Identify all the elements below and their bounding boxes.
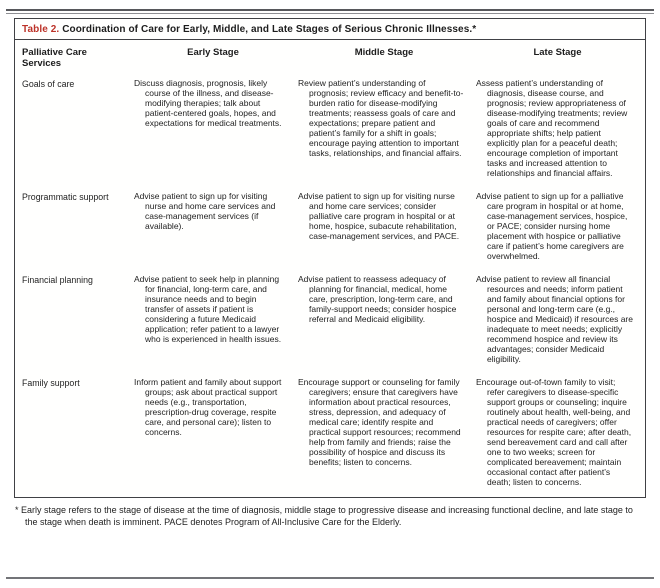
row-label: Goals of care	[22, 79, 75, 89]
cell-late-stage: Encourage out-of-town family to visit; refer caregivers to disease-specific support groups or counseling; inquire routinely about health, well-being, and practical needs of caregivers; offer resources for respite care; after death, send bereavement card and call after one to two weeks; screen for complicated bereavement; maintain occasional contact after patient’s death; listen to concerns.	[476, 377, 632, 487]
cell-middle-stage: Advise patient to reassess adequacy of planning for financial, medical, home care, prescription, long-term care, and family-support needs; consider hospice referral and Medicaid eligibility.	[298, 274, 457, 324]
row-label: Programmatic support	[22, 192, 109, 202]
cell-middle-stage: Review patient’s understanding of prognosis; review efficacy and benefit-to-burden ratio for disease-modifying treatments; reassess goals of care and expectations; prepare patient and patient’s family for a shift in goals; encourage paying attention to important tasks, relationships, and financial affairs.	[298, 78, 464, 158]
row-label: Family support	[22, 378, 80, 388]
cell-early-stage: Inform patient and family about support groups; ask about practical support needs (e.g., transportation, prescription-drug coverage, respite care, and personal care); listen to concerns.	[134, 377, 282, 437]
cell-early-stage: Advise patient to sign up for visiting nurse and home care services and case-management services (if available).	[134, 191, 276, 231]
cell-early-stage: Discuss diagnosis, prognosis, likely course of the illness, and disease-modifying therapies; talk about patient-centered goals, hopes, and expectations for medical treatments.	[134, 78, 282, 128]
table-row-goals-of-care	[22, 78, 639, 178]
table-body	[15, 40, 645, 497]
cell-late-stage: Advise patient to review all financial resources and needs; inform patient and family about financial options for personal and long-term care (e.g., hospice and Medicaid) if resources are inadequate to meet needs; explicitly recommend hospice and review its advantages; consider Medicaid eligibility.	[476, 274, 633, 364]
cell-late-stage: Assess patient’s understanding of diagnosis, disease course, and prognosis; review appropriateness of disease-modifying treatments; review goals of care and recommend appropriate shifts; help patient explicitly plan for a peaceful death; encourage completion of important tasks and increased attention to relationships and financial affairs.	[476, 78, 628, 178]
table-row-financial-planning	[22, 274, 639, 364]
column-header-middle-stage: Middle Stage	[354, 47, 414, 58]
column-header-row	[22, 41, 639, 74]
table-row-family-support	[22, 377, 639, 487]
table-number-label: Table 2.	[22, 24, 60, 35]
table-row-programmatic-support	[22, 191, 639, 261]
cell-late-stage: Advise patient to sign up for a palliative care program in hospital or at home, case-management services, hospice, or PACE; consider nursing home placement with hospice or palliative care if patient’s home caregivers are overwhelmed.	[476, 191, 628, 261]
table-title-text: Coordination of Care for Early, Middle, and Late Stages of Serious Chronic Illnesses.*	[62, 24, 477, 35]
footnote-marker: *	[15, 505, 19, 515]
table-title	[15, 19, 645, 40]
column-header-late-stage: Late Stage	[533, 47, 582, 58]
table-2	[14, 18, 646, 498]
cell-middle-stage: Advise patient to sign up for visiting nurse and home care services; consider palliative care program in hospital or at home, hospice, subacute rehabilitation, case-management services, and PACE.	[298, 191, 460, 241]
column-header-palliative-care-services: Palliative Care Services	[22, 47, 87, 69]
top-double-rule	[6, 9, 654, 14]
footnote-text: Early stage refers to the stage of disease at the time of diagnosis, middle stage to progressive disease and increasing functional decline, and late stage to the stage when death is imminent. PACE denotes Program of All-Inclusive Care for the Elderly.	[21, 505, 633, 527]
cell-early-stage: Advise patient to seek help in planning for financial, long-term care, and insurance needs and to begin transfer of assets if patient is considering a future Medicaid application; refer patient to a lawyer who is experienced in health issues.	[134, 274, 282, 344]
table-footnote	[15, 505, 646, 528]
row-label: Financial planning	[22, 275, 93, 285]
cell-middle-stage: Encourage support or counseling for family caregivers; ensure that caregivers have information about practical resources, stress, depression, and adequacy of medical care; identify respite and practical support resources; recommend help from family and friends; raise the possibility of hospice and discuss its benefits; listen to concerns.	[298, 377, 461, 467]
bottom-rule	[6, 577, 654, 579]
column-header-early-stage: Early Stage	[187, 47, 239, 58]
